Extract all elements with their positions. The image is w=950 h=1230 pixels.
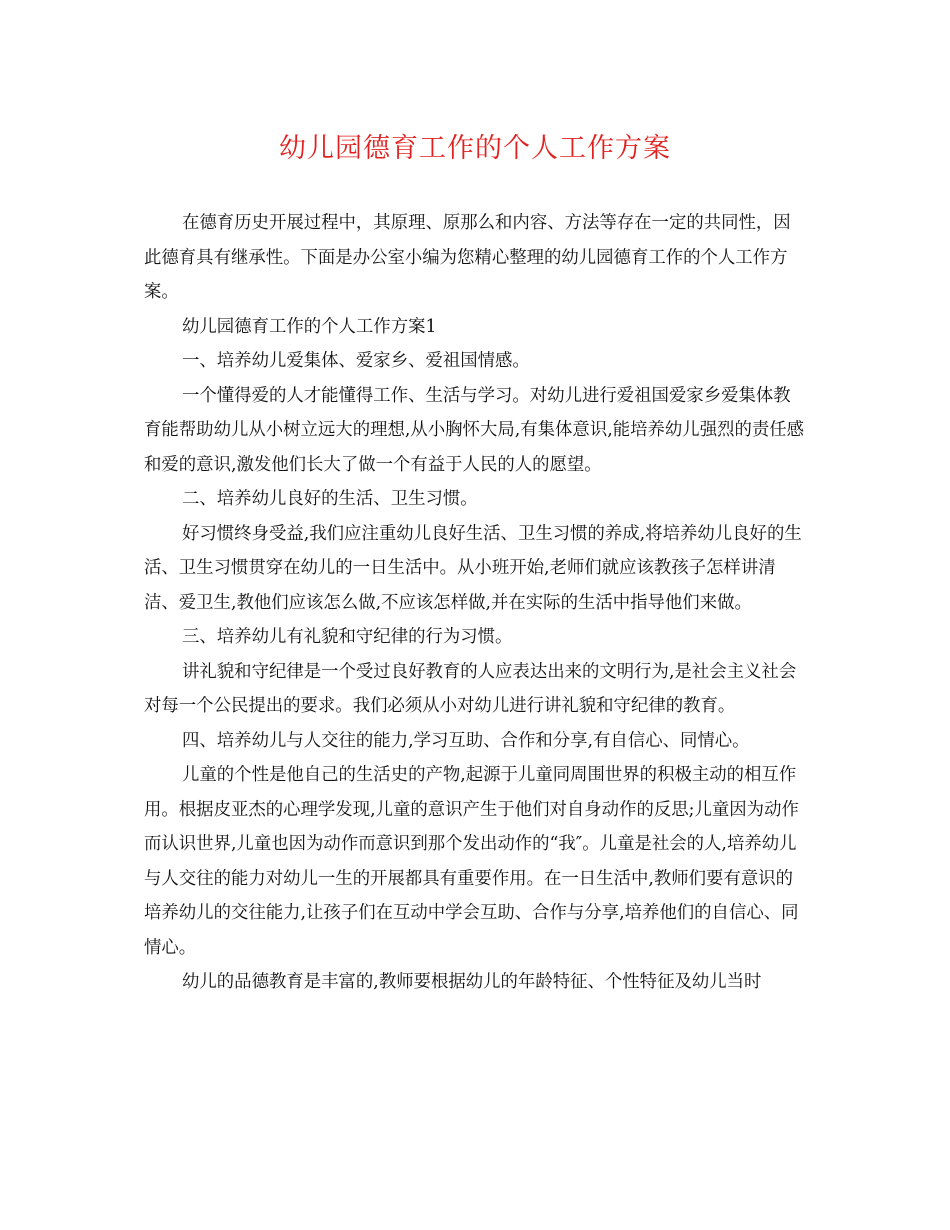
paragraph-5: 幼儿的品德教育是丰富的,教师要根据幼儿的年龄特征、个性特征及幼儿当时 [182,972,762,992]
paragraph-3: 讲礼貌和守纪律是一个受过良好教育的人应表达出来的文明行为,是社会主义社会对每一个公民提出的要求。我们必须从小对幼儿进行讲礼貌和守纪律的教育。 [144,661,797,716]
heading-2: 二、培养幼儿良好的生活、卫生习惯。 [182,489,478,509]
heading-3: 三、培养幼儿有礼貌和守纪律的行为习惯。 [182,627,513,647]
section-title: 幼儿园德育工作的个人工作方案1 [182,316,437,337]
paragraph-1: 一个懂得爱的人才能懂得工作、生活与学习。对幼儿进行爱祖国爱家乡爱集体教育能帮助幼儿从小树立远大的理想,从小胸怀大局,有集体意识,能培养幼儿强烈的责任感和爱的意识,激发他们长大了做一个有益于人民的人的愿望。 [144,385,805,475]
heading-4: 四、培养幼儿与人交往的能力,学习互助、合作和分享,有自信心、同情心。 [182,730,750,751]
heading-1: 一、培养幼儿爱集体、爱家乡、爱祖国情感。 [182,351,530,371]
intro-paragraph: 在德育历史开展过程中，其原理、原那么和内容、方法等存在一定的共同性，因此德育具有继承性。下面是办公室小编为您精心整理的幼儿园德育工作的个人工作方案。 [144,213,791,302]
paragraph-2: 好习惯终身受益,我们应注重幼儿良好生活、卫生习惯的养成,将培养幼儿良好的生活、卫生习惯贯穿在幼儿的一日生活中。从小班开始,老师们就应该教孩子怎样讲清洁、爱卫生,教他们应该怎么做,不应该怎样做,并在实际的生活中指导他们来做。 [144,523,802,613]
paragraph-4: 儿童的个性是他自己的生活史的产物,起源于儿童同周围世界的积极主动的相互作用。根据皮亚杰的心理学发现,儿童的意识产生于他们对自身动作的反思;儿童因为动作而认识世界,儿童也因为动作而意识到那个发出动作的“我″。儿童是社会的人,培养幼儿与人交往的能力对幼儿一生的开展都具有重要作用。在一日生活中,教师们要有意识的培养幼儿的交往能力,让孩子们在互动中学会互助、合作与分享,培养他们的自信心、同情心。 [144,765,799,958]
document-title: 幼儿园德育工作的个人工作方案 [279,133,671,164]
document-body [144,206,808,1000]
